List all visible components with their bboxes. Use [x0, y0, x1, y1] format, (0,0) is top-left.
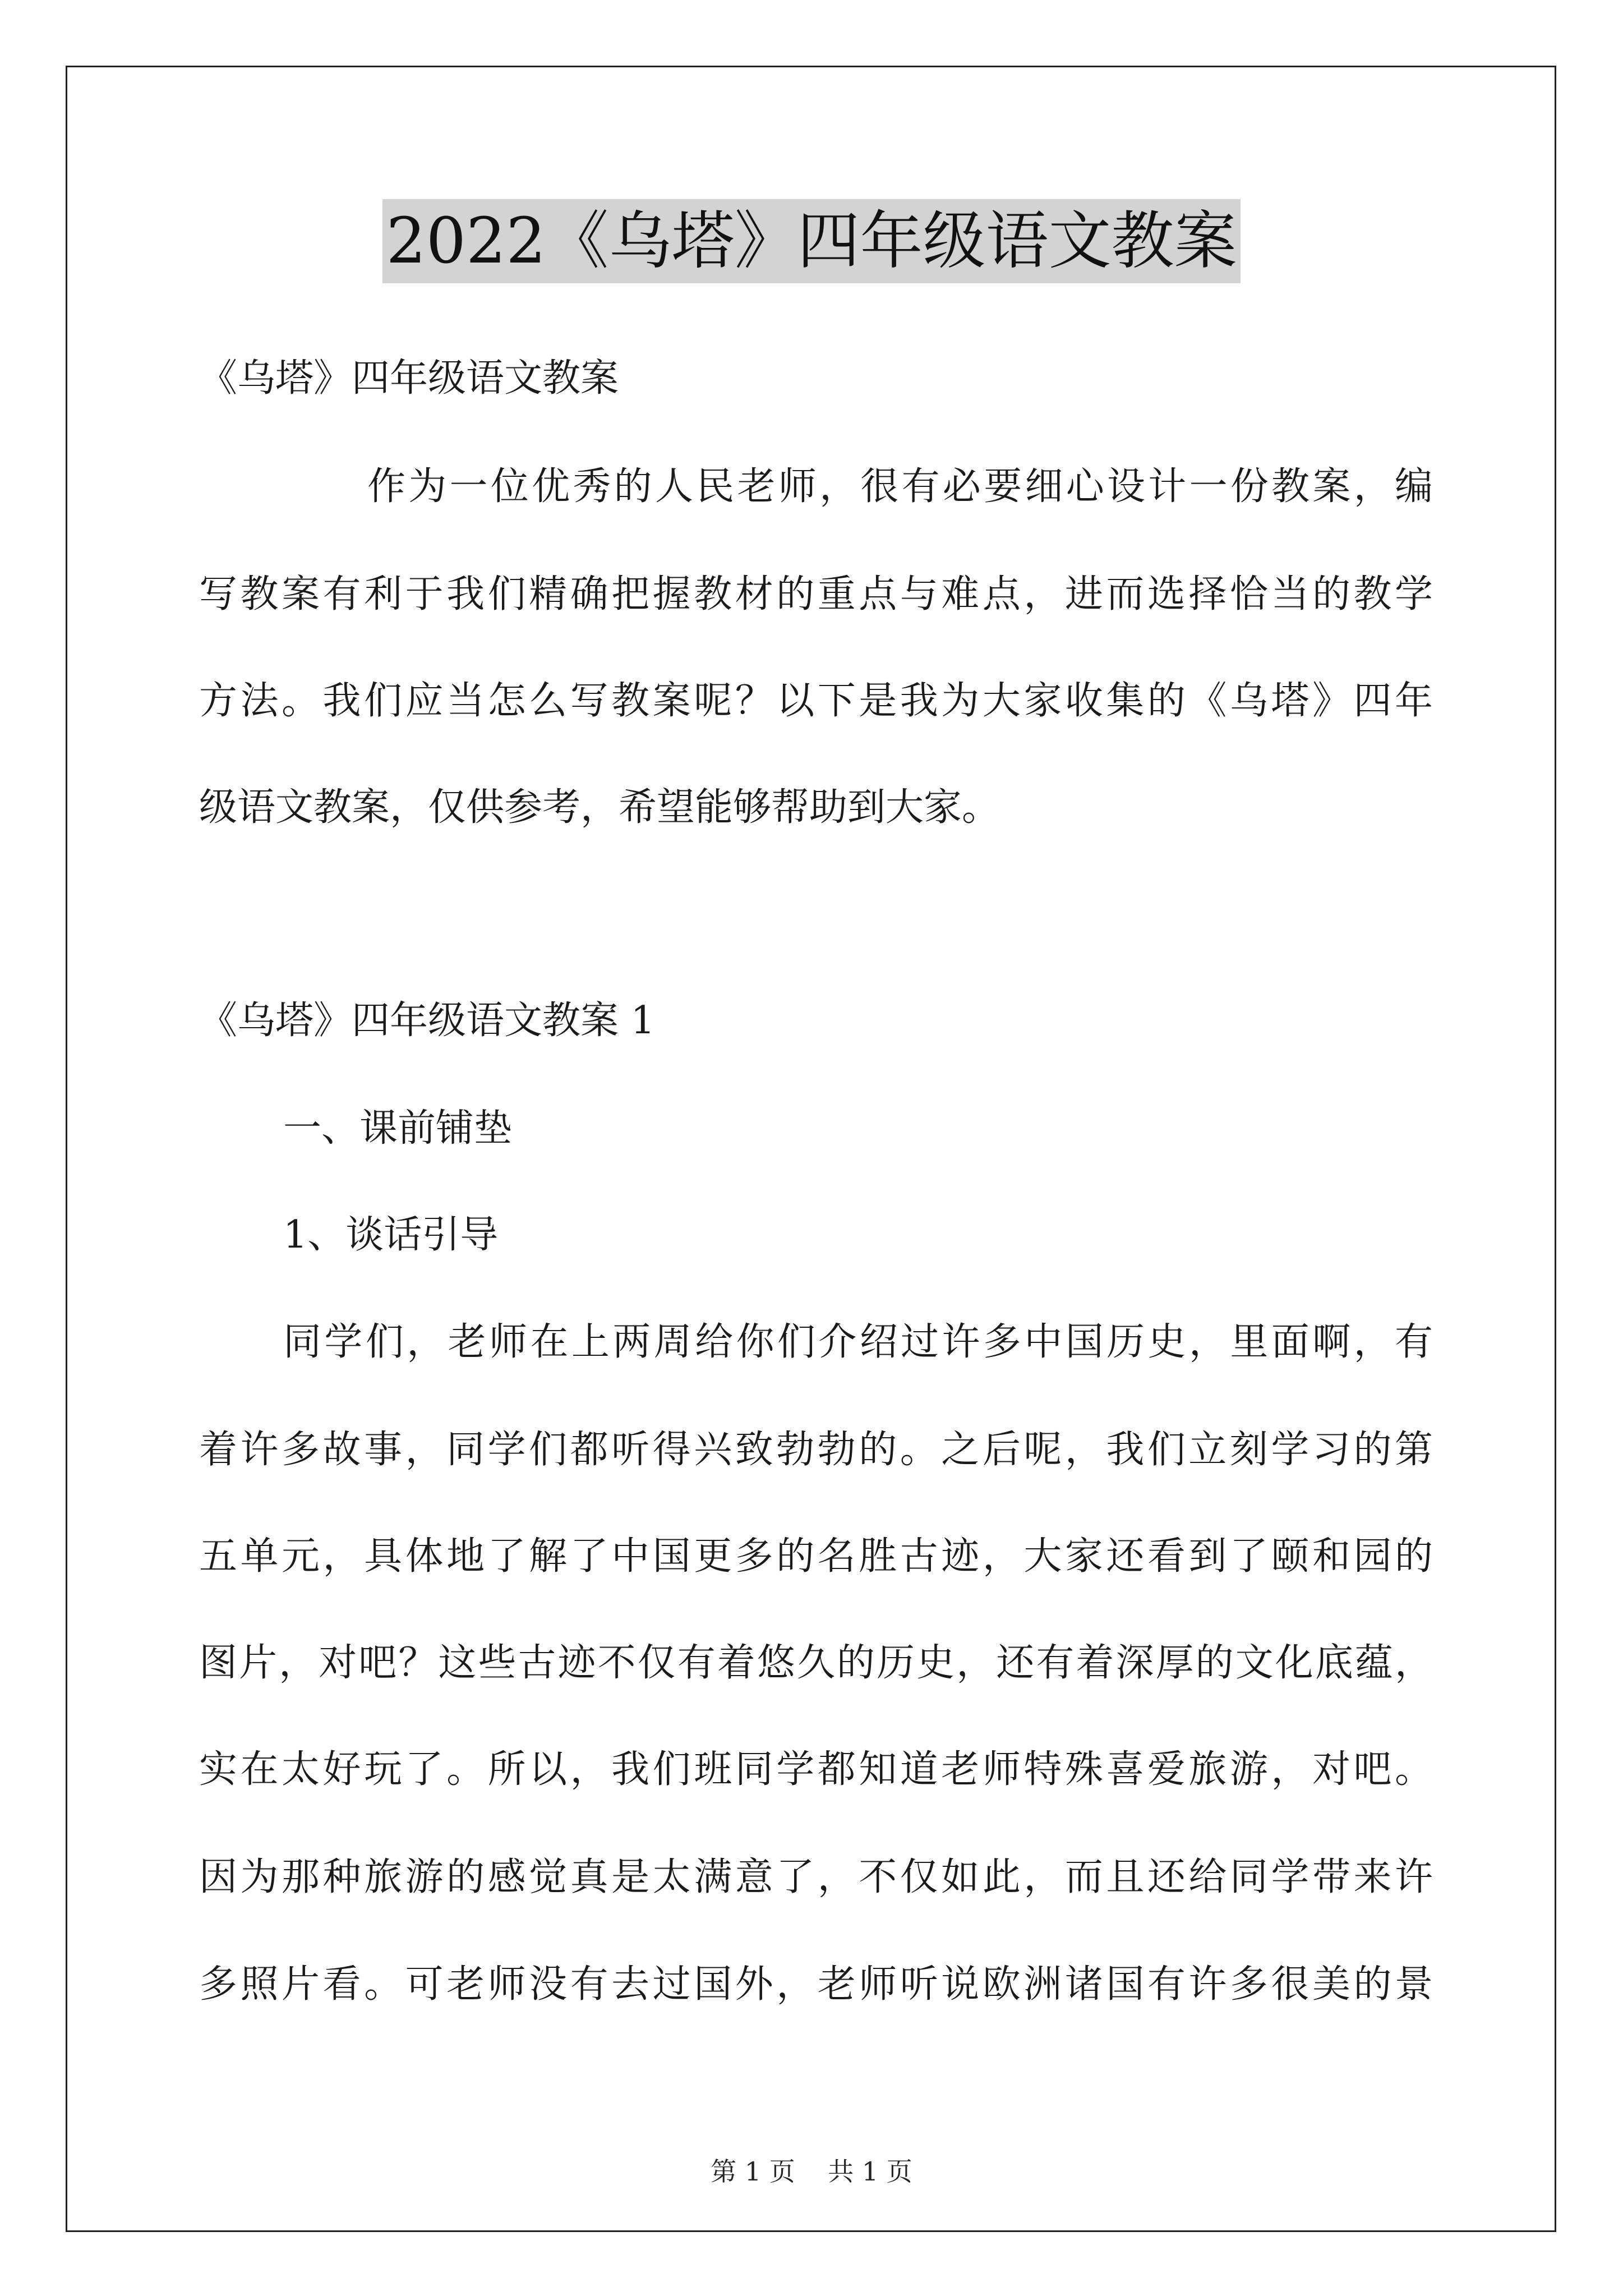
body-line-7: 多照片看。可老师没有去过国外，老师听说欧洲诸国有许多很美的景: [199, 1962, 1433, 2007]
subtitle: 《乌塔》四年级语文教案: [199, 356, 619, 401]
body-line-4: 图片，对吧？这些古迹不仅有着悠久的历史，还有着深厚的文化底蕴，: [199, 1641, 1433, 1685]
title-container: [0, 199, 1623, 283]
body-line-6: 因为那种旅游的感觉真是太满意了，不仅如此，而且还给同学带来许: [199, 1855, 1433, 1899]
intro-line-3: 方法。我们应当怎么写教案呢？以下是我为大家收集的《乌塔》四年: [199, 679, 1433, 723]
intro-line-1: 作为一位优秀的人民老师，很有必要细心设计一份教案，编: [367, 464, 1433, 509]
body-line-3: 五单元，具体地了解了中国更多的名胜古迹，大家还看到了颐和园的: [199, 1534, 1433, 1579]
page-footer: 第 1 页 共 1 页: [711, 2156, 912, 2187]
document-title: 2022《乌塔》四年级语文教案: [382, 199, 1240, 283]
body-line-5: 实在太好玩了。所以，我们班同学都知道老师特殊喜爱旅游，对吧。: [199, 1747, 1433, 1792]
section-title: 《乌塔》四年级语文教案 1: [199, 999, 655, 1043]
heading-2: 1、谈话引导: [283, 1213, 499, 1257]
intro-line-2: 写教案有利于我们精确把握教材的重点与难点，进而选择恰当的教学: [199, 572, 1433, 616]
body-line-2: 着许多故事，同学们都听得兴致勃勃的。之后呢，我们立刻学习的第: [199, 1428, 1433, 1472]
body-line-1: 同学们，老师在上两周给你们介绍过许多中国历史，里面啊，有: [283, 1320, 1433, 1364]
intro-line-4: 级语文教案，仅供参考，希望能够帮助到大家。: [199, 785, 1000, 830]
heading-1: 一、课前铺垫: [283, 1106, 513, 1151]
